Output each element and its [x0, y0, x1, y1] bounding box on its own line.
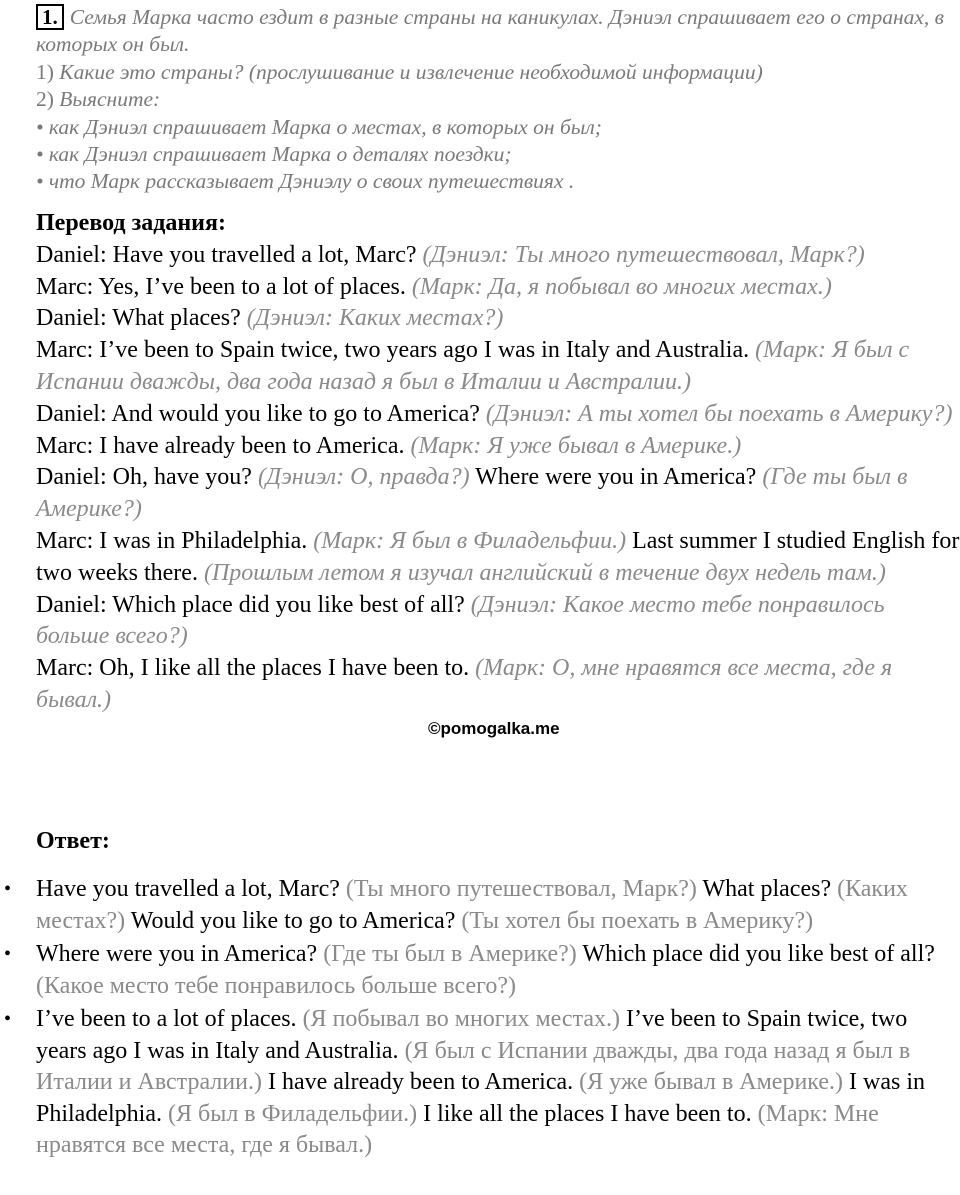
dialog-line — [36, 272, 960, 304]
task-number: 1. — [36, 4, 64, 30]
dialog-russian-translation: (Марк: Да, я побывал во многих местах.) — [411, 273, 832, 300]
dialog-russian-translation: (Марк: Я был с Испании дважды, два года назад я был в Италии и Австралии.) — [36, 337, 910, 395]
answer-russian-translation: (Каких местах?) — [36, 876, 908, 934]
answer-russian-translation: (Я побывал во многих местах.) — [302, 1006, 620, 1032]
dialog-english-text: Marc: Yes, I’ve been to a lot of places. — [36, 273, 406, 300]
dialog-english-text: Daniel: Have you travelled a lot, Marc? — [36, 241, 417, 268]
dialog-translation — [36, 208, 960, 717]
dialog-russian-translation: (Дэниэл: Каких местах?) — [246, 305, 504, 332]
task-bullet: • как Дэниэл спрашивает Марка о деталях поездки; — [36, 142, 512, 167]
answer-english-text: I like all the places I have been to. — [423, 1100, 752, 1127]
answer-item — [0, 1004, 960, 1162]
answer-item — [0, 874, 960, 937]
answer-russian-translation: (Марк: Мне нравятся все места, где я бывал.) — [36, 1100, 879, 1158]
task-block — [36, 4, 946, 196]
bullet-icon: • — [4, 943, 12, 965]
dialog-line — [36, 240, 960, 272]
dialog-russian-translation: (Дэниэл: О, правда?) — [257, 464, 470, 491]
dialog-line — [36, 653, 960, 717]
translation-heading: Перевод задания: — [36, 210, 226, 236]
answer-english-text: What places? — [702, 876, 832, 902]
dialog-english-text: Daniel: Which place did you like best of all? — [36, 591, 465, 618]
task-item-1-text: Какие это страны? (прослушивание и извлечение необходимой информации) — [59, 59, 763, 84]
bullet-icon: • — [4, 1008, 12, 1030]
answer-russian-translation: (Ты хотел бы поехать в Америку?) — [461, 907, 814, 934]
answer-english-text: I’ve been to Spain twice, two years ago I was in Italy and Australia. — [36, 1006, 908, 1064]
task-item-2-text: Выясните: — [59, 87, 161, 112]
dialog-english-text: Marc: I have already been to America. — [36, 432, 405, 459]
dialog-russian-translation: (Марк: О, мне нравятся все места, где я бывал.) — [36, 655, 893, 713]
task-item-1-number: 1) — [36, 59, 54, 84]
dialog-english-text: Marc: I’ve been to Spain twice, two years ago I was in Italy and Australia. — [36, 337, 750, 364]
dialog-line — [36, 335, 960, 399]
dialog-russian-translation: (Дэниэл: А ты хотел бы поехать в Америку?) — [485, 400, 953, 427]
answer-item — [0, 939, 960, 1002]
answer-russian-translation: (Я был с Испании дважды, два года назад я был в Италии и Австралии.) — [36, 1037, 911, 1095]
answer-heading: Ответ: — [36, 828, 110, 854]
task-item-1 — [36, 59, 946, 86]
answer-english-text: Where were you in America? — [36, 941, 318, 967]
task-item-2-number: 2) — [36, 87, 54, 112]
answer-english-text: Would you like to go to America? — [130, 907, 456, 934]
answer-russian-translation: (Какое место тебе понравилось больше всего?) — [36, 972, 516, 999]
dialog-russian-translation: (Где ты был в Америке?) — [36, 464, 908, 523]
dialog-english-text: Daniel: Oh, have you? — [36, 464, 252, 491]
bullet-icon: • — [4, 878, 12, 900]
dialog-russian-translation: (Марк: Я уже бывал в Америке.) — [410, 432, 742, 459]
dialog-line — [36, 431, 960, 463]
dialog-line — [36, 303, 960, 335]
dialog-english-text: Marc: I was in Philadelphia. — [36, 527, 308, 554]
dialog-english-text: Daniel: What places? — [36, 305, 241, 332]
answer-russian-translation: (Я был в Филадельфии.) — [167, 1100, 418, 1127]
watermark: ©pomogalka.me — [428, 719, 560, 738]
dialog-line — [36, 526, 960, 590]
answer-english-text: I was in Philadelphia. — [36, 1069, 925, 1127]
dialog-english-text: Last summer I studied English for two weeks there. — [36, 527, 960, 586]
task-intro — [36, 4, 946, 59]
dialog-russian-translation: (Марк: Я был в Филадельфии.) — [313, 527, 627, 554]
task-bullet: • как Дэниэл спрашивает Марка о местах, в которых он был; — [36, 114, 602, 139]
dialog-english-text: Where were you in America? — [475, 464, 757, 491]
answer-russian-translation: (Ты много путешествовал, Марк?) — [345, 876, 697, 902]
dialog-line — [36, 590, 960, 654]
dialog-russian-translation: (Дэниэл: Ты много путешествовал, Марк?) — [422, 241, 865, 268]
dialog-english-text: Marc: Oh, I like all the places I have been to. — [36, 655, 470, 682]
answer-russian-translation: (Я уже бывал в Америке.) — [579, 1069, 844, 1095]
answer-english-text: Which place did you like best of all? — [582, 941, 935, 967]
answer-list — [0, 874, 960, 1164]
task-item-2 — [36, 86, 946, 113]
task-intro-text: Семья Марка часто ездит в разные страны на каникулах. Дэниэл спрашивает его о странах, в которых он был. — [36, 5, 944, 57]
answer-english-text: Have you travelled a lot, Marc? — [36, 876, 340, 902]
dialog-lines — [36, 240, 960, 717]
answer-english-text: I have already been to America. — [267, 1069, 574, 1095]
dialog-line — [36, 399, 960, 431]
dialog-russian-translation: (Дэниэл: Какое место тебе понравилось больше всего?) — [36, 591, 885, 650]
answer-russian-translation: (Где ты был в Америке?) — [323, 941, 577, 967]
dialog-russian-translation: (Прошлым летом я изучал английский в течение двух недель там.) — [203, 559, 886, 586]
dialog-english-text: Daniel: And would you like to go to America? — [36, 400, 480, 427]
dialog-line — [36, 462, 960, 526]
task-bullet: • что Марк рассказывает Дэниэлу о своих путешествиях . — [36, 169, 575, 194]
answer-english-text: I’ve been to a lot of places. — [36, 1006, 297, 1032]
